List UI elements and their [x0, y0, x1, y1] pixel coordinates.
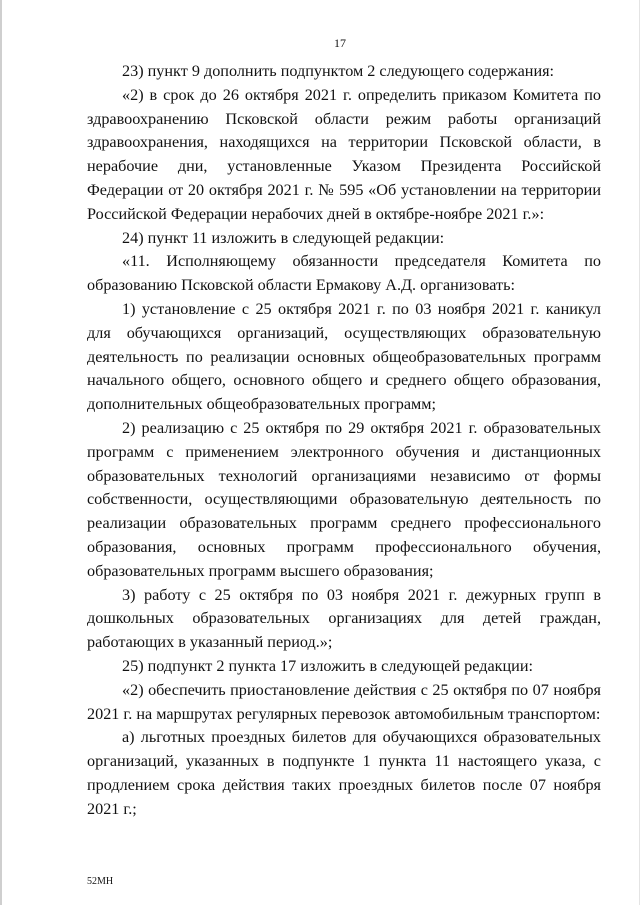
paragraph-subitem-1-holidays: 1) установление с 25 октября 2021 г. по 03 ноября 2021 г. каникул для обучающихся организаций, осуществляющих образовательную деятельность по реализации основных общеобразовательных программ начального общего, основного общего и среднего общего образования, дополнительных общеобразовательных программ;: [87, 299, 601, 414]
paragraph-point-11: «11. Исполняющему обязанности председателя Комитета по образованию Псковской области Ермакову А.Д. организовать:: [87, 252, 601, 295]
page-number: 17: [334, 36, 346, 50]
paragraph-subitem-2-distance-learning: 2) реализацию с 25 октября по 29 октября 2021 г. образовательных программ с применением электронного обучения и дистанционных образовательных технологий организациями независимо от формы собственности, осуществляющими образовательную деятельность по реализации образовательных программ среднего профессионального образования, основных программ профессионального обучения, образовательных программ высшего образования;: [87, 418, 601, 580]
paragraph-subitem-2-health: «2) в срок до 26 октября 2021 г. определить приказом Комитета по здравоохранению Псковской области режим работы организаций здравоохранения, находящихся на территории Псковской области, в нерабочие дни, установленные Указом Президента Российской Федерации от 20 октября 2021 г. № 595 «Об установлении на территории Российской Федерации нерабочих дней в октябре-ноябре 2021 г.»:: [87, 85, 601, 223]
page-edge-left: [0, 0, 2, 905]
paragraph-item-23: 23) пункт 9 дополнить подпунктом 2 следующего содержания:: [122, 62, 555, 80]
paragraph-subitem-a-tickets: а) льготных проездных билетов для обучающихся образовательных организаций, указанных в подпункте 1 пункта 11 настоящего указа, с продлением срока действия таких проездных билетов после 07 ноября 2021 г.;: [87, 728, 601, 818]
paragraph-item-24: 24) пункт 11 изложить в следующей редакции:: [122, 228, 445, 247]
document-body: [87, 60, 601, 822]
paragraph-subitem-2-transport: «2) обеспечить приостановление действия с 25 октября по 07 ноября 2021 г. на маршрутах регулярных перевозок автомобильным транспортом:: [87, 680, 601, 723]
paragraph-subitem-3-duty-groups: 3) работу с 25 октября по 03 ноября 2021 г. дежурных групп в дошкольных образовательных организациях для детей граждан, работающих в указанный период.»;: [87, 585, 601, 652]
paragraph-item-25: 25) подпункт 2 пункта 17 изложить в следующей редакции:: [122, 656, 534, 675]
document-code: 52МН: [87, 876, 114, 887]
